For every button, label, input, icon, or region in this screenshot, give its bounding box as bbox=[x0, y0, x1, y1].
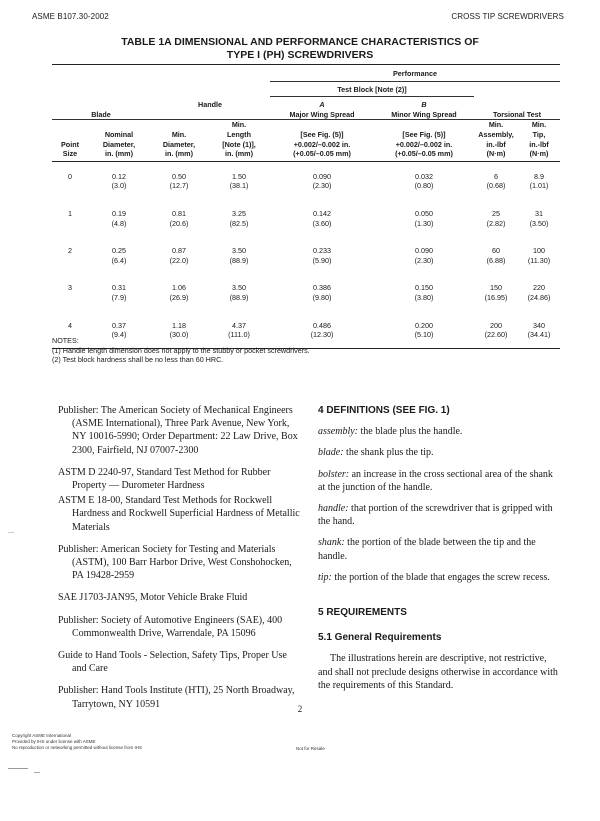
definition-item: assembly: the blade plus the handle. bbox=[318, 426, 463, 438]
page-number: 2 bbox=[297, 704, 303, 714]
requirements-heading: 5 REQUIREMENTS bbox=[318, 607, 407, 619]
general-requirements-body: The illustrations herein are descriptive, not restrictive, and shall not preclude designs otherwise in accordance with the requirements of this Standard. bbox=[318, 653, 558, 691]
minor-wing-header: Minor Wing Spread bbox=[374, 110, 474, 120]
col-head-minor: [See Fig. (5)] +0.002/–0.002 in. (+0.05/–0.05 mm) bbox=[374, 120, 474, 161]
definition-item: tip: the portion of the blade that engages the screw recess. bbox=[318, 571, 550, 583]
test-block-header: Test Block [Note (2)] bbox=[270, 81, 474, 97]
table-row: 1 0.19 (4.8) 0.81 (20.6) 3.25 (82.5) 0.142 (3.60) 0.050 (1.30) 25 (2.82) 31 (3.50) bbox=[68, 208, 549, 228]
definitions-column bbox=[318, 404, 558, 692]
definition-item: handle: that portion of the screwdriver that is gripped with the hand. bbox=[318, 503, 553, 528]
blade-header: Blade bbox=[52, 110, 150, 120]
handle-header: Handle bbox=[198, 100, 222, 110]
table-row: 4 0.37 (9.4) 1.18 (30.0) 4.37 (111.0) 0.486 (12.30) 0.200 (5.10) 200 (22.60) 340 (34.41) bbox=[52, 311, 560, 349]
definitions-heading: 4 DEFINITIONS (SEE FIG. 1) bbox=[318, 405, 450, 416]
general-requirements-heading: 5.1 General Requirements bbox=[318, 632, 442, 644]
reference-entry: Publisher: The American Society of Mechanical Engineers (ASME International), Three Park Avenue, New York, NY 10016-5990; Order Department: 22 Law Drive, Box 2300, Fairfield, NJ 07007-2300 bbox=[58, 405, 298, 456]
references-column bbox=[58, 404, 300, 720]
col-head-min-diameter: Min. Diameter, in. (mm) bbox=[150, 120, 208, 161]
table-title bbox=[0, 36, 600, 62]
note-2: (2) Test block hardness shall be no less than 60 HRC. bbox=[52, 355, 224, 364]
copyright-footer: Copyright ASME International Provided by IHS under license with ASME No reproduction or networking permitted without license from IHS bbox=[12, 733, 143, 750]
table-row: 3 0.31 (7.9) 1.06 (26.9) 3.50 (88.9) 0.386 (9.80) 0.150 (3.80) 150 (16.95) 220 (24.86) bbox=[68, 283, 551, 302]
reference-entry: ASTM E 18-00, Standard Test Methods for Rockwell Hardness and Rockwell Superficial Hardness of Metallic Materials bbox=[58, 495, 300, 533]
definition-item: bolster: an increase in the cross sectional area of the shank at the junction of the handle. bbox=[318, 468, 553, 493]
reference-entry: ASTM D 2240-97, Standard Test Method for Rubber Property — Durometer Hardness bbox=[58, 466, 271, 492]
running-header-left: ASME B107.30-2002 bbox=[32, 12, 109, 21]
reference-entry: Publisher: American Society for Testing and Materials (ASTM), 100 Barr Harbor Drive, West Conshohocken, PA 19428-2959 bbox=[58, 543, 292, 582]
screwdriver-spec-table bbox=[52, 64, 560, 349]
col-head-min-length: Min. Length [Note (1)], in. (mm) bbox=[208, 120, 270, 161]
table-title-line2: TYPE I (PH) SCREWDRIVERS bbox=[226, 49, 374, 61]
scan-artifact bbox=[8, 532, 14, 533]
col-head-nominal: Nominal Diameter, in. (mm) bbox=[88, 120, 150, 161]
table-title-line1: TABLE 1A DIMENSIONAL AND PERFORMANCE CHARACTERISTICS OF bbox=[121, 36, 479, 48]
table-row: 2 0.25 (6.4) 0.87 (22.0) 3.50 (88.9) 0.233 (5.90) 0.090 (2.30) 60 (6.88) 100 (11.30) bbox=[68, 246, 551, 265]
col-head-assembly: Min. Assembly, in.-lbf (N·m) bbox=[474, 120, 518, 161]
reference-entry: Publisher: Hand Tools Institute (HTI), 25 North Broadway, Tarrytown, NY 10591 bbox=[58, 685, 295, 710]
torsional-header: Torsional Test bbox=[474, 110, 560, 120]
reference-entry: SAE J1703-JAN95, Motor Vehicle Brake Fluid bbox=[58, 592, 248, 604]
note-1: (1) Handle length dimension does not apply to the stubby or pocket screwdrivers. bbox=[52, 345, 310, 355]
running-header-right: CROSS TIP SCREWDRIVERS bbox=[451, 12, 564, 21]
test-block-b-label: B bbox=[421, 100, 427, 110]
col-head-point: Point Size bbox=[52, 120, 88, 161]
test-block-a-label: A bbox=[319, 100, 325, 110]
major-wing-header: Major Wing Spread bbox=[270, 110, 374, 120]
table-row: 0 0.12 (3.0) 0.50 (12.7) 1.50 (38.1) 0.090 (2.30) 0.032 (0.80) 6 (0.68) 8.9 (1.01) bbox=[68, 171, 549, 191]
reference-entry: Publisher: Society of Automotive Engineers (SAE), 400 Commonwealth Drive, Warrendale, PA 15096 bbox=[58, 614, 283, 639]
not-for-resale-label: Not for Resale bbox=[296, 746, 325, 751]
notes-heading: NOTES: bbox=[52, 336, 79, 345]
table-notes bbox=[52, 336, 310, 365]
scan-artifact bbox=[8, 768, 28, 769]
scan-artifact bbox=[34, 772, 40, 773]
definition-item: shank: the portion of the blade between the tip and the handle. bbox=[318, 537, 536, 562]
performance-header: Performance bbox=[270, 65, 560, 82]
definition-item: blade: the shank plus the tip. bbox=[318, 447, 434, 459]
col-head-tip: Min. Tip, in.-lbf (N·m) bbox=[518, 120, 560, 161]
reference-entry: Guide to Hand Tools - Selection, Safety Tips, Proper Use and Care bbox=[58, 650, 287, 675]
col-head-major: [See Fig. (5)] +0.002/–0.002 in. (+0.05/–0.05 mm) bbox=[270, 120, 374, 161]
